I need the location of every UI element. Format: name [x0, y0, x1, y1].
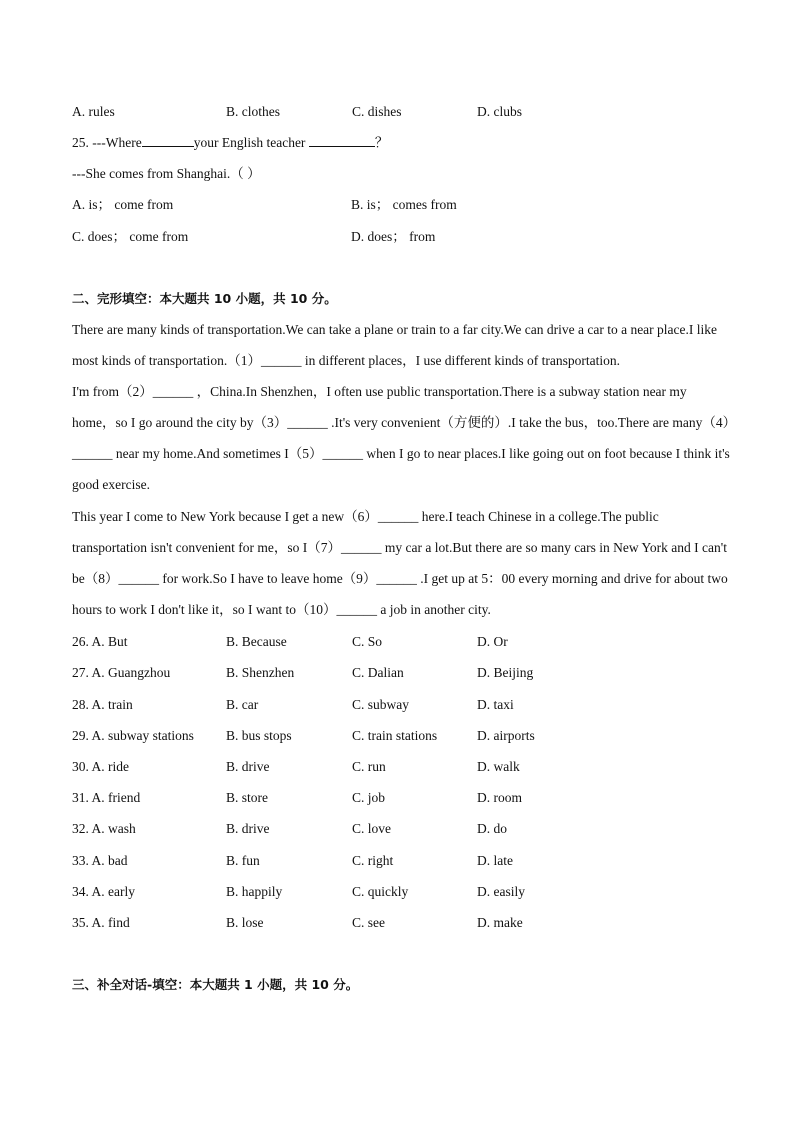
question-option-c: C. subway	[352, 697, 409, 712]
question-option-a: 26. A. But	[72, 634, 128, 649]
passage-paragraph-1: There are many kinds of transportation.We can take a plane or train to a far city.We can drive a car to a near place.I like most kinds of transportation.（1）______ in different places，I use different kinds of transportation.	[72, 322, 718, 369]
q24-option-a: A. rules	[72, 104, 115, 119]
question-option-b: B. Shenzhen	[226, 665, 295, 680]
cloze-passage	[72, 314, 732, 625]
question-option-a: 32. A. wash	[72, 821, 136, 836]
question-option-b: B. store	[226, 790, 268, 805]
question-option-b: B. car	[226, 697, 259, 712]
question-option-d: D. do	[477, 821, 507, 836]
passage-paragraph-3: This year I come to New York because I get a new（6）______ here.I teach Chinese in a college.The public transportation isn't convenient for me，so I（7）______ my car a lot.But there are so many cars in New York and I can't be（8）______ for work.So I have to leave home（9）______ .I get up at 5：00 every morning and drive for about two hours to work I don't like it，so I want to（10）______ a job in another city.	[72, 508, 728, 617]
question-option-a: 35. A. find	[72, 915, 130, 930]
question-option-a: 29. A. subway stations	[72, 728, 194, 743]
question-option-c: C. Dalian	[352, 665, 404, 680]
question-option-c: C. job	[352, 790, 386, 805]
question-option-d: D. walk	[477, 759, 520, 774]
question-option-d: D. easily	[477, 884, 525, 899]
q24-option-c: C. dishes	[352, 104, 402, 119]
question-option-b: B. drive	[226, 821, 270, 836]
q25-mid: your English teacher	[193, 135, 306, 150]
question-option-c: C. love	[352, 821, 391, 836]
question-option-d: D. airports	[477, 728, 535, 743]
question-option-c: C. run	[352, 759, 386, 774]
q25-option-d: D. does； from	[351, 229, 436, 244]
question-option-d: D. room	[477, 790, 522, 805]
q25-prefix: 25. ---Where	[72, 135, 142, 150]
question-option-d: D. Or	[477, 634, 508, 649]
question-option-a: 28. A. train	[72, 697, 133, 712]
question-option-b: B. bus stops	[226, 728, 292, 743]
question-option-a: 27. A. Guangzhou	[72, 665, 171, 680]
question-option-b: B. lose	[226, 915, 264, 930]
q25-option-a: A. is； come from	[72, 197, 174, 212]
q25-option-b: B. is； comes from	[351, 197, 457, 212]
question-option-a: 30. A. ride	[72, 759, 129, 774]
passage-paragraph-2: I'm from（2）______ ，China.In Shenzhen，I often use public transportation.There is a subway station near my home，so I go around the city by（3）______ .It's very convenient（方便的）.I take the bus，too.There are many（4）______ near my home.And sometimes I（5）______ when I go to near places.I like going out on foot because I think it's good exercise.	[72, 384, 730, 493]
question-option-b: B. Because	[226, 634, 287, 649]
question-option-a: 33. A. bad	[72, 853, 128, 868]
q25-question	[72, 134, 388, 152]
question-option-c: C. So	[352, 634, 383, 649]
q24-option-b: B. clothes	[226, 104, 280, 119]
question-option-c: C. see	[352, 915, 385, 930]
question-option-d: D. late	[477, 853, 513, 868]
question-option-c: C. right	[352, 853, 394, 868]
q25-end: ？	[374, 135, 389, 150]
question-option-a: 34. A. early	[72, 884, 135, 899]
question-option-b: B. drive	[226, 759, 270, 774]
q25-answer-line: ---She comes from Shanghai.（ ）	[72, 166, 261, 181]
q24-option-d: D. clubs	[477, 104, 522, 119]
section-3-heading: 三、补全对话-填空：本大题共 1 小题，共 10 分。	[72, 977, 359, 992]
question-option-d: D. Beijing	[477, 665, 534, 680]
question-option-b: B. happily	[226, 884, 283, 899]
question-option-d: D. taxi	[477, 697, 514, 712]
question-option-b: B. fun	[226, 853, 260, 868]
q25-option-c: C. does； come from	[72, 229, 189, 244]
question-option-a: 31. A. friend	[72, 790, 141, 805]
q25-blank-2	[309, 134, 375, 147]
question-option-c: C. train stations	[352, 728, 438, 743]
q25-blank-1	[142, 134, 194, 147]
section-2-heading: 二、完形填空：本大题共 10 小题，共 10 分。	[72, 291, 337, 306]
question-option-d: D. make	[477, 915, 523, 930]
question-option-c: C. quickly	[352, 884, 409, 899]
